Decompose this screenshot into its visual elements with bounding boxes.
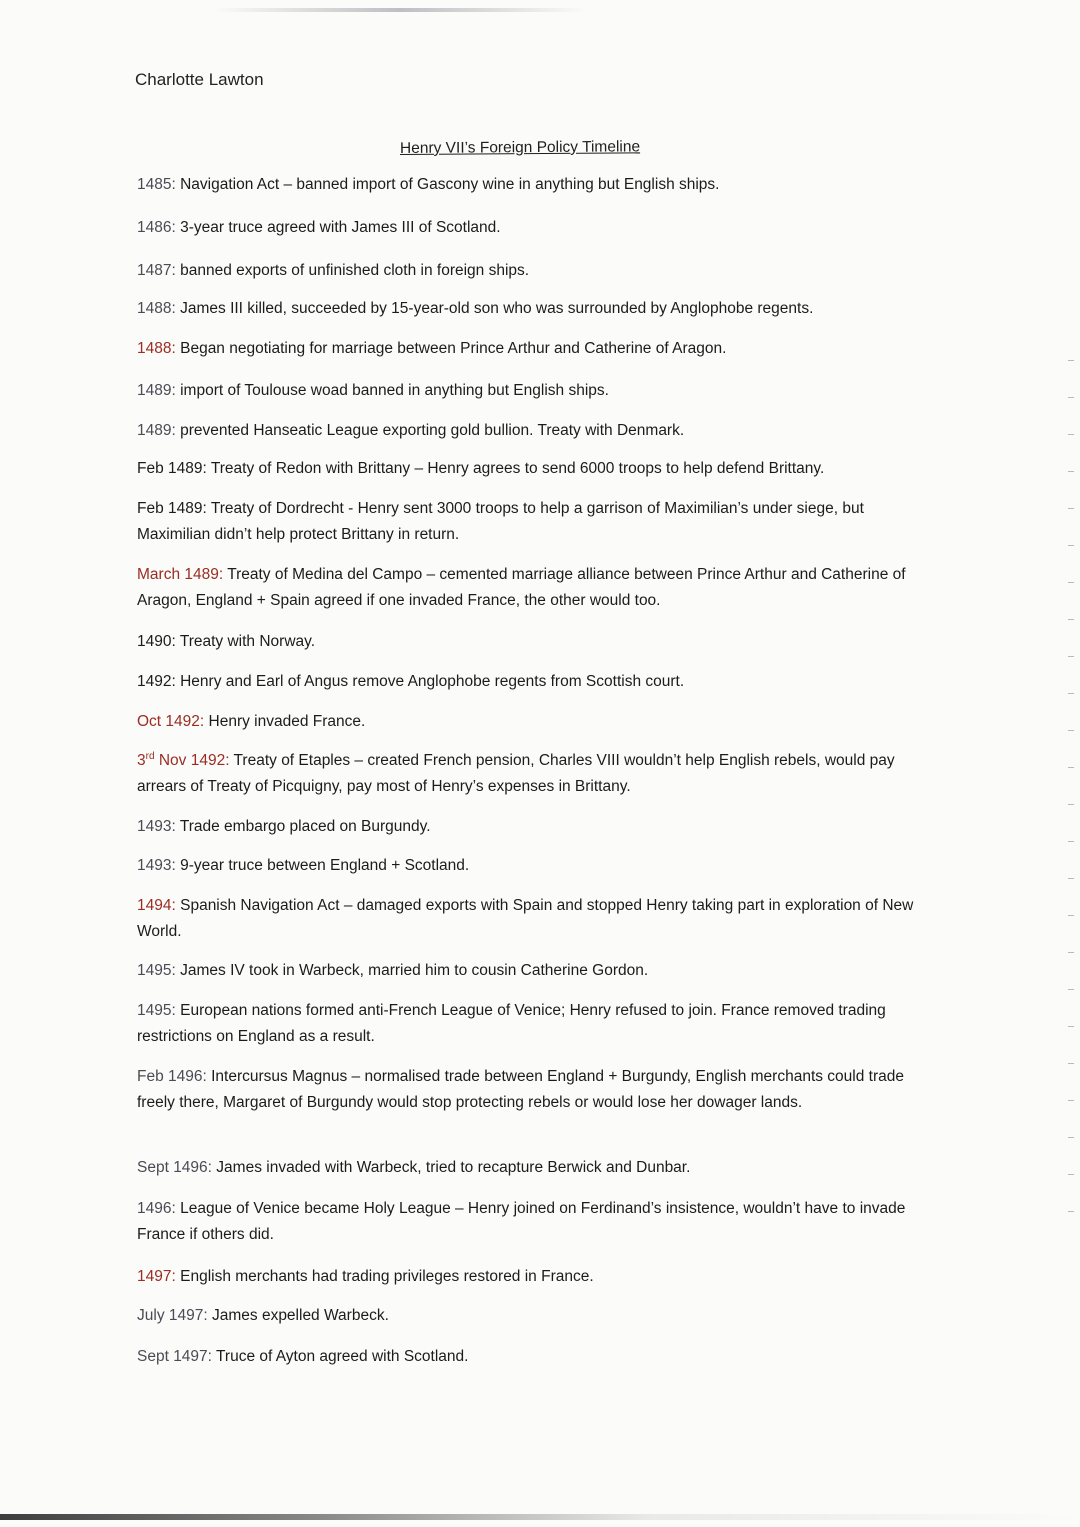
entry-date: Feb 1489: [137, 500, 207, 517]
entry-text: James IV took in Warbeck, married him to cousin Catherine Gordon. [180, 962, 649, 979]
entry-text: European nations formed anti-French League of Venice; Henry refused to join. France removed trading restrictions on England as a result. [137, 1002, 886, 1045]
entry-text: Began negotiating for marriage between Prince Arthur and Catherine of Aragon. [180, 340, 727, 357]
timeline-entry [137, 629, 937, 655]
entry-date-day: 3 [137, 752, 146, 769]
entry-date: Oct 1492: [137, 713, 205, 730]
timeline-entry [137, 709, 937, 735]
entry-text: 9-year truce between England + Scotland. [180, 857, 470, 874]
timeline-entry [137, 496, 937, 548]
entry-date: July 1497: [137, 1307, 208, 1324]
timeline-entry [137, 1264, 937, 1290]
entry-date [137, 752, 230, 769]
entry-date: 1485: [137, 176, 176, 193]
timeline-entry [137, 1155, 937, 1181]
timeline-entry [137, 853, 937, 879]
entry-date: 1489: [137, 382, 176, 399]
entry-text: 3-year truce agreed with James III of Scotland. [180, 219, 501, 236]
entry-date: 1488: [137, 340, 176, 357]
timeline-entry [137, 998, 937, 1050]
entry-text: James expelled Warbeck. [211, 1307, 389, 1324]
entry-date: 1493: [137, 857, 176, 874]
author-name: Charlotte Lawton [135, 70, 264, 89]
entry-date: 1487: [137, 262, 176, 279]
entry-date: 1492: [137, 673, 176, 690]
entry-text: Treaty of Etaples – created French pension, Charles VIII wouldn’t help English rebels, would pay arrears of Treaty of Picquigny, pay most of Henry’s expenses in Brittany. [137, 752, 895, 795]
entry-text: import of Toulouse woad banned in anything but English ships. [180, 382, 609, 399]
entry-date: Feb 1496: [137, 1068, 207, 1085]
entry-text: Intercursus Magnus – normalised trade between England + Burgundy, English merchants could trade freely there, Margaret of Burgundy would stop protecting rebels or would lose her dowager lands. [137, 1068, 905, 1111]
timeline-entry [137, 748, 937, 800]
entry-text: Treaty of Redon with Brittany – Henry agrees to send 6000 troops to help defend Brittany. [210, 460, 825, 477]
entry-date: 1488: [137, 300, 176, 317]
entry-date: 1489: [137, 422, 176, 439]
entry-text: Treaty of Medina del Campo – cemented marriage alliance between Prince Arthur and Catherine of Aragon, England + Spain agreed if one invaded France, the other would too. [137, 566, 906, 609]
timeline-entry [137, 1064, 937, 1116]
timeline-entry [137, 1196, 937, 1248]
timeline-entry [137, 418, 937, 444]
entry-date: 1494: [137, 897, 176, 914]
entry-text: Navigation Act – banned import of Gascony wine in anything but English ships. [180, 176, 720, 193]
timeline-entry [137, 296, 937, 322]
entry-text: League of Venice became Holy League – Henry joined on Ferdinand’s insistence, wouldn’t have to invade France if others did. [137, 1200, 906, 1243]
entry-text: Henry and Earl of Angus remove Anglophobe regents from Scottish court. [180, 673, 685, 690]
entry-text: Treaty with Norway. [179, 633, 316, 650]
entry-text: banned exports of unfinished cloth in foreign ships. [180, 262, 530, 279]
entry-text: Spanish Navigation Act – damaged exports with Spain and stopped Henry taking part in exploration of New World. [137, 897, 914, 940]
entry-date: 1496: [137, 1200, 176, 1217]
entry-text: English merchants had trading privileges restored in France. [180, 1268, 594, 1285]
timeline-entry [137, 1303, 937, 1329]
entry-date: 1490: [137, 633, 176, 650]
entry-date: March 1489: [137, 566, 224, 583]
entry-date: Sept 1496: [137, 1159, 212, 1176]
entry-date: 1486: [137, 219, 176, 236]
timeline-entry [137, 378, 937, 404]
scan-shadow-top [215, 8, 585, 12]
entry-text: prevented Hanseatic League exporting gold bullion. Treaty with Denmark. [180, 422, 685, 439]
timeline-entry [137, 958, 937, 984]
timeline-entry [137, 336, 937, 362]
page-title: Henry VII’s Foreign Policy Timeline [399, 138, 641, 157]
timeline-entry [137, 893, 937, 945]
entry-text: Truce of Ayton agreed with Scotland. [216, 1348, 469, 1365]
timeline-entry [137, 258, 937, 284]
entry-text: Henry invaded France. [208, 713, 366, 730]
entry-date-month: Nov 1492: [154, 752, 230, 769]
entry-date: Feb 1489: [137, 460, 207, 477]
entry-date: 1493: [137, 818, 176, 835]
entry-text: Treaty of Dordrecht - Henry sent 3000 troops to help a garrison of Maximilian’s under siege, but Maximilian didn’t help protect Brittany in return. [137, 500, 864, 543]
entry-text: James invaded with Warbeck, tried to recapture Berwick and Dunbar. [216, 1159, 691, 1176]
timeline-entry [137, 1344, 937, 1370]
timeline-entry [137, 669, 937, 695]
entry-date: Sept 1497: [137, 1348, 212, 1365]
entry-date-suffix: rd [145, 750, 155, 762]
scan-shadow-bottom [0, 1514, 1080, 1520]
entry-text: James III killed, succeeded by 15-year-old son who was surrounded by Anglophobe regents. [180, 300, 814, 317]
timeline-entry [137, 172, 937, 198]
timeline-entry [137, 814, 937, 840]
entry-date: 1495: [137, 1002, 176, 1019]
timeline-entry [137, 456, 937, 482]
entry-text: Trade embargo placed on Burgundy. [179, 818, 431, 835]
entry-date: 1495: [137, 962, 176, 979]
timeline-entry [137, 562, 937, 614]
scan-edge-marks [1068, 360, 1074, 1260]
timeline-entry [137, 215, 937, 241]
entry-date: 1497: [137, 1268, 176, 1285]
